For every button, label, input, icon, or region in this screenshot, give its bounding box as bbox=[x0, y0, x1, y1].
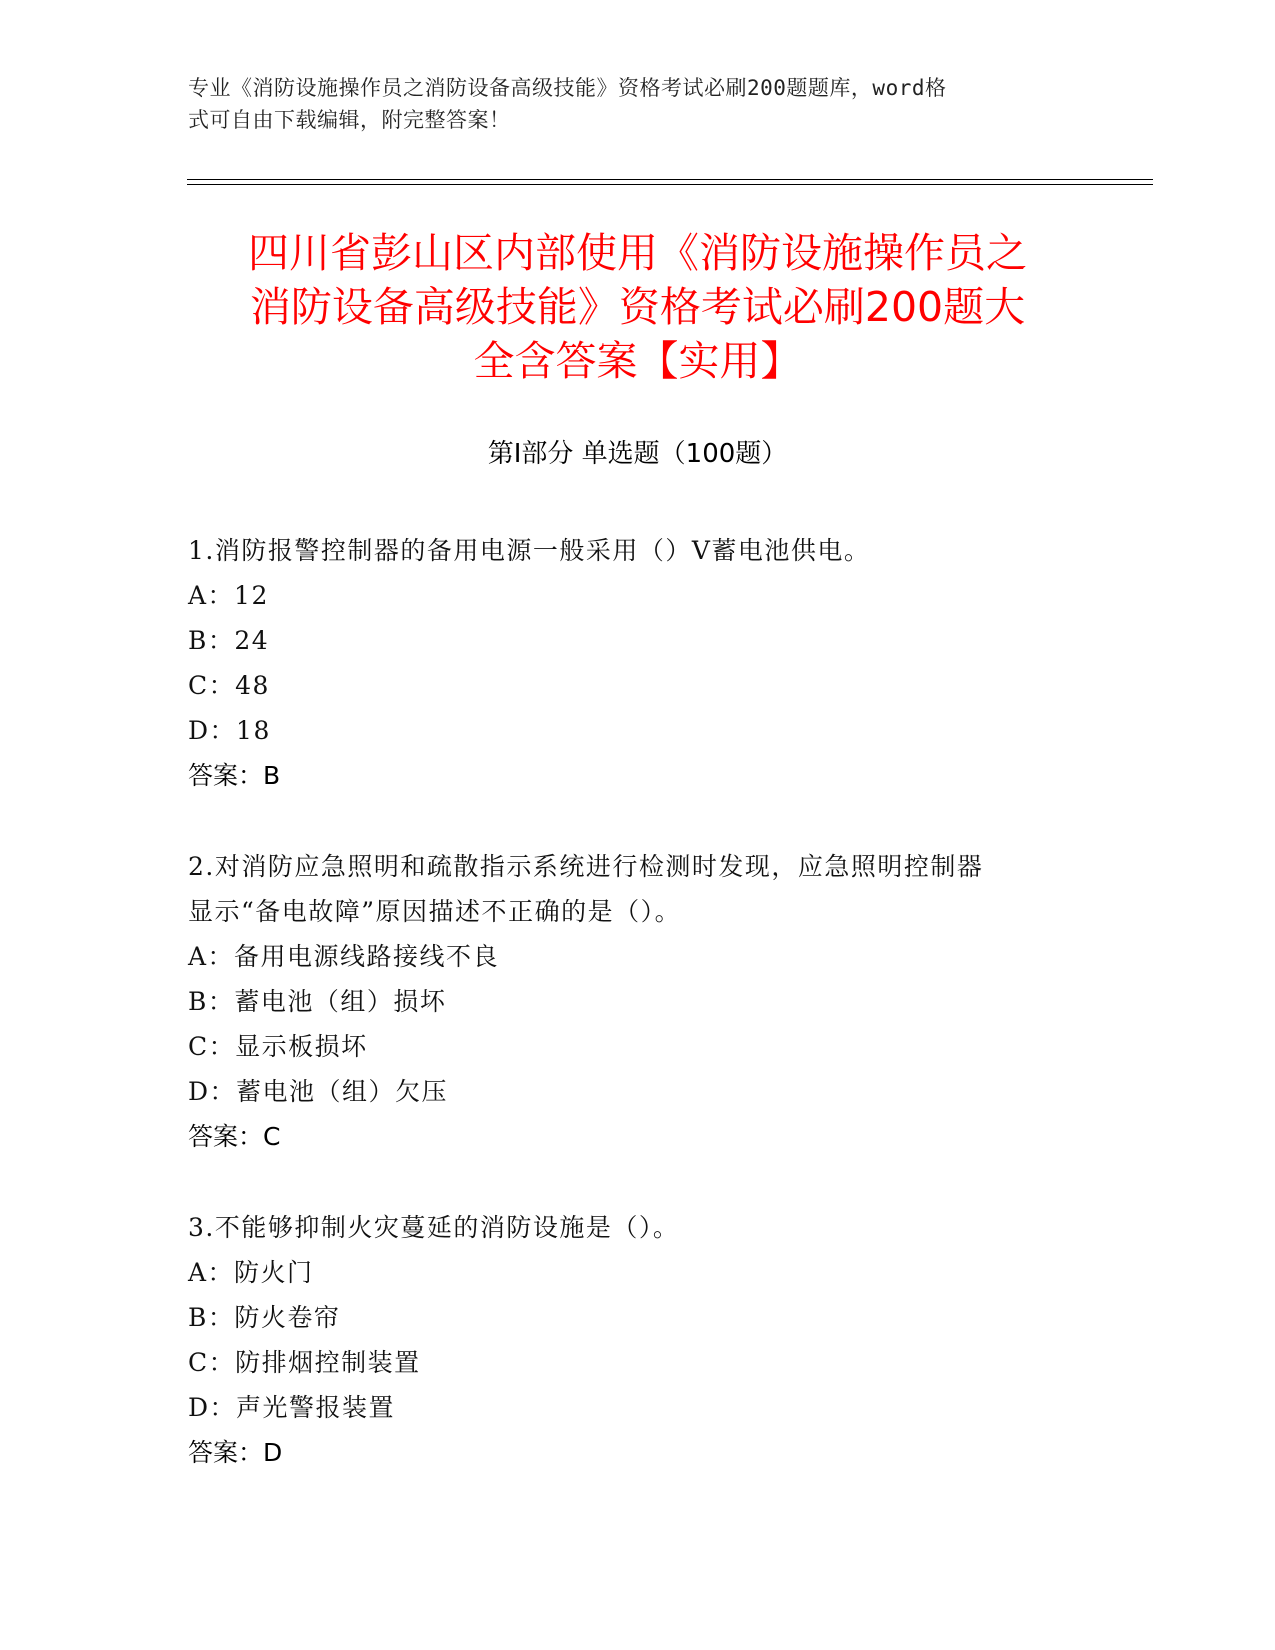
header-divider bbox=[187, 179, 1153, 180]
question-option: B：蓄电池（组）损坏 bbox=[188, 987, 447, 1016]
question bbox=[188, 844, 1068, 1159]
question-stem: 2.对消防应急照明和疏散指示系统进行检测时发现，应急照明控制器 bbox=[188, 852, 984, 881]
question-list bbox=[188, 528, 1068, 1521]
question-answer: 答案：D bbox=[188, 1438, 283, 1467]
question-option: B：防火卷帘 bbox=[188, 1303, 341, 1332]
header-note-line: 专业《消防设施操作员之消防设备高级技能》资格考试必刷200题题库，word格 bbox=[188, 76, 947, 100]
header-note-line: 式可自由下载编辑，附完整答案！ bbox=[188, 108, 511, 132]
question-stem: 1.消防报警控制器的备用电源一般采用（）V蓄电池供电。 bbox=[188, 536, 871, 565]
question-option: D：18 bbox=[188, 716, 271, 745]
question bbox=[188, 528, 1068, 798]
question-option: C：防排烟控制装置 bbox=[188, 1348, 421, 1377]
header-note bbox=[188, 72, 1088, 136]
header-divider bbox=[187, 184, 1153, 185]
question-option: C：48 bbox=[188, 671, 270, 700]
section-title: 第Ⅰ部分 单选题（100题） bbox=[487, 439, 788, 469]
question-stem: 显示“备电故障”原因描述不正确的是（）。 bbox=[188, 897, 682, 926]
question-option: D：声光警报装置 bbox=[188, 1393, 396, 1422]
question-option: C：显示板损坏 bbox=[188, 1032, 368, 1061]
document-title-line: 全含答案【实用】 bbox=[473, 337, 802, 385]
question-option: A：12 bbox=[188, 581, 269, 610]
question-option: B：24 bbox=[188, 626, 270, 655]
question-option: D：蓄电池（组）欠压 bbox=[188, 1077, 449, 1106]
question bbox=[188, 1205, 1068, 1475]
question-stem: 3.不能够抑制火灾蔓延的消防设施是（）。 bbox=[188, 1213, 680, 1242]
question-option: A：备用电源线路接线不良 bbox=[188, 942, 500, 971]
question-answer: 答案：C bbox=[188, 1122, 281, 1151]
question-answer: 答案：B bbox=[188, 761, 281, 790]
document-title-line: 消防设备高级技能》资格考试必刷200题大 bbox=[249, 283, 1026, 331]
document-title bbox=[150, 226, 1125, 388]
document-title-line: 四川省彭山区内部使用《消防设施操作员之 bbox=[248, 229, 1027, 277]
question-option: A：防火门 bbox=[188, 1258, 314, 1287]
